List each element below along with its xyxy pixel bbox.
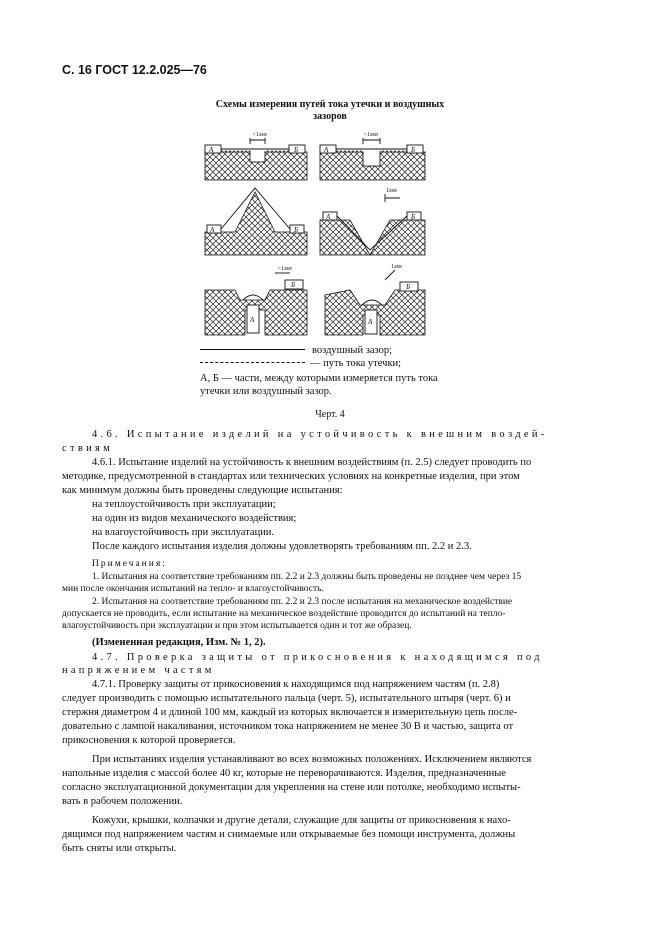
paragraph: стержня диаметром 4 и длиной 100 мм, каждый из которых включается в измерительную цепь после-	[62, 707, 518, 718]
list-item: на один из видов механического воздействия;	[92, 513, 297, 524]
paragraph: После каждого испытания изделия должны удовлетворять требованиям пп. 2.2 и 2.3.	[92, 541, 472, 552]
paragraph: 4.6.1. Испытание изделий на устойчивость к внешним воздействиям (п. 2.5) следует проводить по	[92, 457, 532, 468]
label-a: А	[210, 226, 215, 234]
figure-title: Схемы измерения путей тока утечки и воздушных	[215, 99, 445, 110]
label-a: А	[326, 213, 331, 221]
paragraph: следует производить с помощью испытательного пальца (черт. 5), испытательного штыря (черт. 6) и	[62, 693, 511, 704]
legend-parts: А, Б — части, между которыми измеряется путь тока	[200, 373, 438, 384]
paragraph: вать в рабочем положении.	[62, 796, 183, 807]
notes-heading: Примечания:	[92, 559, 167, 569]
figure-caption: Черт. 4	[315, 409, 345, 420]
paragraph: дящимся под напряжением частям и снимаемые или открываемые без помощи инструмента, должны	[62, 829, 516, 840]
paragraph: довательно с лампой накаливания, источником тока напряжением не менее 30 В и частью, защита от	[62, 721, 514, 732]
note: мин после окончания испытаний на тепло- и влагоустойчивость.	[62, 584, 324, 594]
legend-leak: — путь тока утечки;	[310, 358, 402, 369]
legend-dashed-line	[200, 362, 305, 363]
paragraph: напольные изделия с массой более 40 кг, которые не переворачиваются. Изделия, предназначенные	[62, 768, 506, 779]
note: влагоустойчивость при эксплуатации и при этом испытывается один и тот же образец.	[62, 621, 412, 631]
paragraph: Кожухи, крышки, колпачки и другие детали, служащие для защиты от прикосновения к нахо-	[92, 815, 511, 826]
dim-label: 1мм	[391, 264, 402, 270]
legend-air: воздушный зазор;	[312, 345, 393, 356]
dim-label: >1мм	[363, 132, 378, 138]
label-b: Б	[406, 283, 411, 291]
label-b: Б	[411, 213, 416, 221]
list-item: на влагоустойчивость при эксплуатации.	[92, 527, 275, 538]
paragraph: согласно эксплуатационной документации для укрепления на стене или потолке, необходимо испыты-	[62, 782, 521, 793]
section-heading: 4.7. Проверка защиты от прикосновения к находящимся под	[92, 652, 543, 663]
paragraph: быть сняты или открыты.	[62, 843, 177, 854]
section-heading-cont: напряжением частям	[62, 665, 215, 676]
legend-solid-line	[200, 349, 305, 350]
section-heading: 4.6. Испытание изделий на устойчивость к внешним воздей-	[92, 429, 548, 440]
list-item: на теплоустойчивость при эксплуатации;	[92, 499, 276, 510]
paragraph: методике, предусмотренной в стандартах или технических условиях на конкретные изделия, при этом	[62, 471, 520, 482]
label-a: А	[368, 318, 373, 326]
section-heading-cont: ствиям	[62, 443, 114, 454]
note: 1. Испытания на соответствие требованиям пп. 2.2 и 2.3 должны быть проведены не позднее чем через 15	[92, 572, 522, 582]
label-a: А	[209, 146, 214, 154]
figure-diagram	[195, 130, 445, 345]
label-b: Б	[294, 146, 299, 154]
label-b: Б	[411, 146, 416, 154]
label-a: А	[250, 316, 255, 324]
dim-label: 1мм	[386, 188, 397, 194]
paragraph: как минимум должны быть проведены следующие испытания:	[62, 485, 343, 496]
figure-title-cont: зазоров	[313, 111, 347, 122]
amendment: (Измененная редакция, Изм. № 1, 2).	[92, 637, 266, 648]
dim-label: <1мм	[252, 132, 267, 138]
note: 2. Испытания на соответствие требованиям пп. 2.2 и 2.3 после испытания на механическое воздействие	[92, 597, 513, 607]
paragraph: прикосновения к которой проверяется.	[62, 735, 236, 746]
page-header: С. 16 ГОСТ 12.2.025—76	[62, 63, 207, 77]
dim-label: >1мм	[277, 266, 292, 272]
label-a: А	[324, 146, 329, 154]
note: допускается не проводить, если испытание на механическое воздействие проводится до испытаний на тепло-	[62, 609, 506, 619]
paragraph: 4.7.1. Проверку защиты от прикосновения к находящимся под напряжением частям (п. 2.8)	[92, 679, 500, 690]
label-b: Б	[294, 226, 299, 234]
label-b: Б	[291, 281, 296, 289]
legend-parts-cont: утечки или воздушный зазор.	[200, 386, 332, 397]
paragraph: При испытаниях изделия устанавливают во всех возможных положениях. Исключением являются	[92, 754, 532, 765]
